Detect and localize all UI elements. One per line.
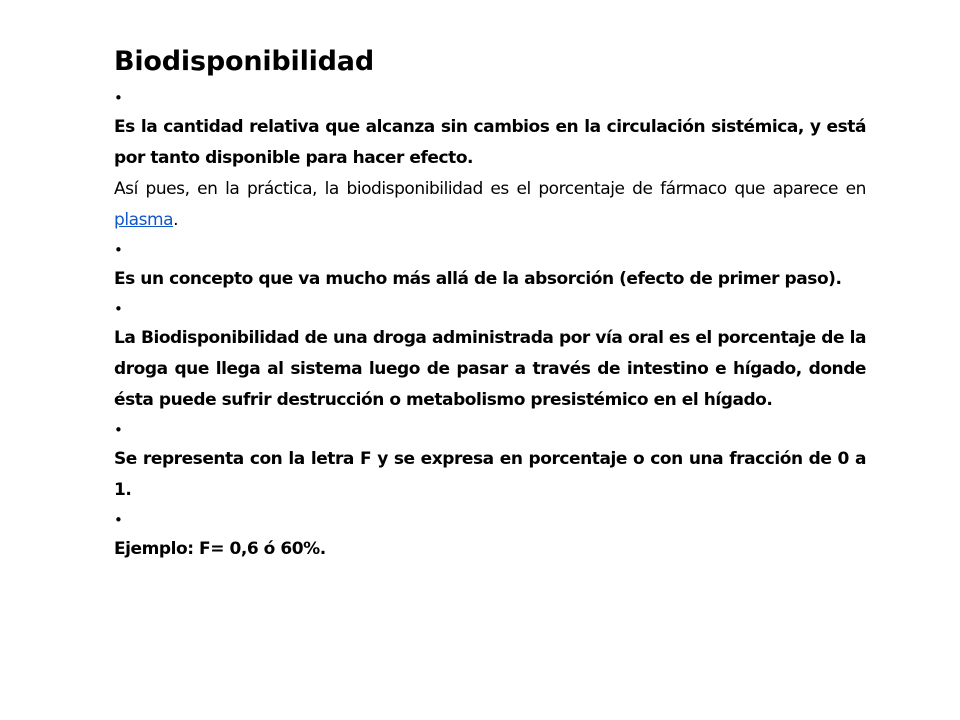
paragraph-practice: [114, 174, 866, 236]
paragraph-example: Ejemplo: F= 0,6 ó 60%.: [114, 539, 326, 559]
plasma-link[interactable]: plasma: [114, 210, 174, 230]
paragraph-practice-text: Así pues, en la práctica, la biodisponibilidad es el porcentaje de fármaco que aparece en: [114, 179, 866, 199]
bullet-icon: •: [114, 421, 123, 439]
paragraph-definition: Es la cantidad relativa que alcanza sin cambios en la circulación sistémica, y está por tanto disponible para hacer efecto.: [114, 117, 866, 168]
paragraph-concept: Es un concepto que va mucho más allá de la absorción (efecto de primer paso).: [114, 269, 842, 289]
page-title: Biodisponibilidad: [114, 46, 374, 77]
paragraph-representation: Se representa con la letra F y se expresa en porcentaje o con una fracción de 0 a 1.: [114, 449, 866, 500]
slide-content: [114, 40, 866, 565]
bullet-icon: •: [114, 511, 123, 529]
paragraph-oral: La Biodisponibilidad de una droga administrada por vía oral es el porcentaje de la droga que llega al sistema luego de pasar a través de intestino e hígado, donde ésta puede sufrir destrucción o metabolismo presistémico en el hígado.: [114, 328, 866, 410]
bullet-icon: •: [114, 300, 123, 318]
paragraph-practice-end: .: [173, 210, 179, 230]
bullet-icon: •: [114, 241, 123, 259]
bullet-icon: •: [114, 89, 123, 107]
